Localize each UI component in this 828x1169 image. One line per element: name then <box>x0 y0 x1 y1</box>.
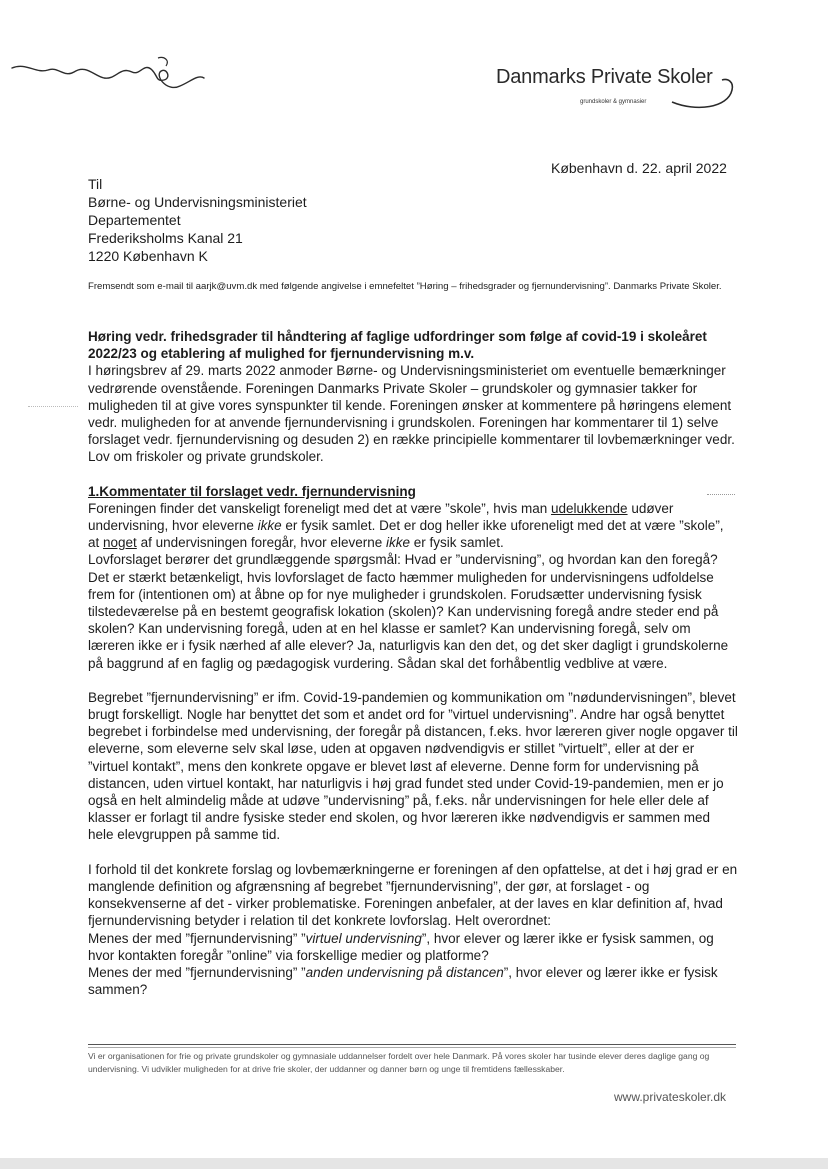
organization-logo <box>496 66 736 105</box>
question-line: Menes der med ”fjernundervisning” ”anden undervisning på distancen”, hvor elever og lærer ikke er fysisk sammen? <box>88 964 718 998</box>
address-line: Børne- og Undervisningsministeriet <box>88 194 307 210</box>
section-paragraph: I forhold til det konkrete forslag og lovbemærkningerne er foreningen af den opfattelse, at det i høj grad er en manglende definition og afgrænsning af begrebet ”fjernundervisning”, der gør, at forslaget - og konsekvenserne af det - virker problematiske. Foreningen anbefaler, at der laves en klar definition af, hvad fjernundervisning betyder i relation til det konkrete lovforslag. Helt overordnet: <box>88 861 738 929</box>
intro-paragraph: I høringsbrev af 29. marts 2022 anmoder Børne- og Undervisningsministeriet om eventuelle bemærkninger vedrørende ovenstående. Foreningen Danmarks Private Skoler – grundskoler og gymnasier takker for muligheden til at give vores synspunkter til kende. Foreningen ønsker at kommentere på høringens element vedr. muligheden for at anvende fjernundervisning i grundskolen. Foreningen har kommentarer til 1) selve forslaget vedr. fjernundervisning og desuden 2) en række principielle kommentarer til lovbemærkninger vedr. Lov om friskoler og private grundskoler. <box>88 363 735 465</box>
letter-heading: Høring vedr. frihedsgrader til håndtering af faglige udfordringer som følge af covid-19 i skoleåret 2022/23 og etablering af mulighed for fjernundervisning m.v. <box>88 329 707 362</box>
question-line: Menes der med ”fjernundervisning” ”virtuel undervisning”, hvor elever og lærer ikke er fysisk sammen, og hvor kontakten foregår ”online” via forskellige medier og platforme? <box>88 930 714 963</box>
letter-body <box>88 328 738 998</box>
section-paragraph: Begrebet ”fjernundervisning” er ifm. Covid-19-pandemien og kommunikation om ”nødundervisningen”, blevet brugt forskelligt. Nogle har benyttet det som et andet ord for ”virtuel undervisning”. Andre har også benyttet begrebet i forbindelse med undervisning, der foregår på distancen, f.eks. hvor læreren giver nogle opgaver til eleverne, som eleverne selv skal løse, uden at opgaven nødvendigvis er stillet ”virtuelt”, eller at der er ”virtuel kontakt”, mens den konkrete opgave er blevet løst af eleverne. Denne form for undervisning på distancen, uden virtuel kontakt, har naturligvis i høj grad fundet sted under Covid-19-pandemien, men er jo også en helt almindelig måde at udøve ”undervisning” på, f.eks. når undervisningen for hele eller dele af klasser er forlagt til andre fysiske steder end skolen, og hvor læreren ikke nødvendigvis er sammen med hele elevgruppen på samme tid. <box>88 689 738 843</box>
address-line: Til <box>88 176 103 192</box>
footer-website[interactable]: www.privateskoler.dk <box>614 1090 727 1104</box>
send-note: Fremsendt som e-mail til aarjk@uvm.dk med følgende angivelse i emnefeltet ”Høring – frihedsgrader og fjernundervisning”. Danmarks Private Skoler. <box>88 281 722 292</box>
address-line: Frederiksholms Kanal 21 <box>88 230 243 246</box>
section-paragraph: Foreningen finder det vanskeligt foreneligt med det at være ”skole”, hvis man udelukkende udøver undervisning, hvor eleverne ikke er fysik samlet. Det er dog heller ikke uforeneligt med det at være ”skole”, at noget af undervisningen foregår, hvor eleverne ikke er fysik samlet. <box>88 500 724 551</box>
scan-edge <box>0 1158 828 1169</box>
letter-date: København d. 22. april 2022 <box>551 160 727 176</box>
logo-tagline: grundskoler & gymnasier <box>580 99 647 105</box>
section-heading: 1.Kommentater til forslaget vedr. fjernundervisning <box>88 483 416 499</box>
address-line: Departementet <box>88 212 181 228</box>
address-line: 1220 København K <box>88 248 208 264</box>
section-paragraph: Lovforslaget berører det grundlæggende spørgsmål: Hvad er ”undervisning”, og hvordan kan den foregå? Det er stærkt betænkeligt, hvis lovforslaget de facto hæmmer muligheden for undervisningens udfoldelse frem for (intentionen om) at åbne op for nye muligheder i grundskolen. Forudsætter undervisning fysisk tilstedeværelse på en bestemt geografisk lokation (skolen)? Kan undervisning foregå andre steder end på skolen? Kan undervisning foregå, uden at en hel klasse er samlet? Kan undervisning foregå, selv om læreren ikke er i fysik nærhed af alle elever? Ja, naturligvis kan den det, og det sker dagligt i grundskolerne på baggrund af en faglig og pædagogisk vurdering. Sådan skal det forhåbentlig vedblive at være. <box>88 552 729 671</box>
handwritten-signature <box>8 52 208 107</box>
footer-text: Vi er organisationen for frie og private grundskoler og gymnasiale uddannelser fordelt over hele Danmark. På vores skoler har tusinde elever deres daglige gang og undervisning. Vi udvikler muligheden for at drive frie skoler, der uddanner og danner børn og unge til fremtidens fællesskaber. <box>88 1051 710 1074</box>
footer-divider <box>88 1044 736 1048</box>
recipient-address <box>88 175 307 265</box>
logo-name: Danmarks Private Skoler <box>496 66 713 88</box>
logo-arc-icon <box>496 66 738 118</box>
margin-mark <box>28 406 78 407</box>
